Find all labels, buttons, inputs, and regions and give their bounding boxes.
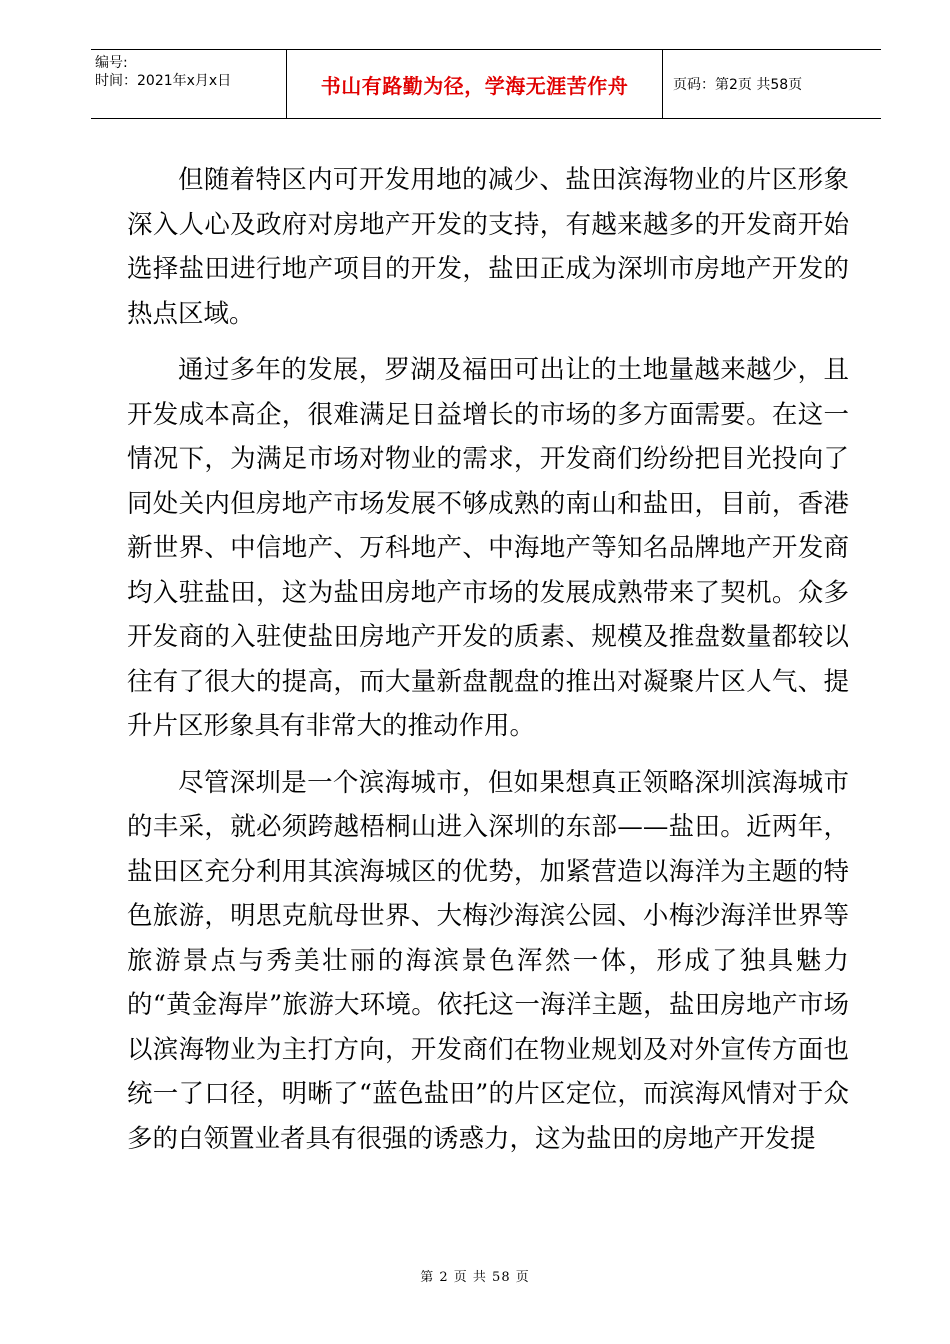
paragraph: 尽管深圳是一个滨海城市，但如果想真正领略深圳滨海城市的丰采，就必须跨越梧桐山进入深圳的东部——盐田。近两年，盐田区充分利用其滨海城区的优势，加紧营造以海洋为主题的特色旅游，明思克航母世界、大梅沙海滨公园、小梅沙海洋世界等旅游景点与秀美壮丽的海滨景色浑然一体，形成了独具魅力的“黄金海岸”旅游大环境。依托这一海洋主题，盐田房地产市场以滨海物业为主打方向，开发商们在物业规划及对外宣传方面也统一了口径，明晰了“蓝色盐田”的片区定位，而滨海风情对于众多的白领置业者具有很强的诱惑力，这为盐田的房地产开发提 <box>127 767 849 1154</box>
header-motto: 书山有路勤为径，学海无涯苦作舟 <box>287 50 663 118</box>
document-body <box>127 158 849 1173</box>
page-header <box>91 49 881 119</box>
paragraph: 通过多年的发展，罗湖及福田可出让的土地量越来越少，且开发成本高企，很难满足日益增长的市场的多方面需要。在这一情况下，为满足市场对物业的需求，开发商们纷纷把目光投向了同处关内但房地产市场发展不够成熟的南山和盐田，目前，香港新世界、中信地产、万科地产、中海地产等知名品牌地产开发商均入驻盐田，这为盐田房地产市场的发展成熟带来了契机。众多开发商的入驻使盐田房地产开发的质素、规模及推盘数量都较以往有了很大的提高，而大量新盘靓盘的推出对凝聚片区人气、提升片区形象具有非常大的推动作用。 <box>127 355 849 741</box>
time-label: 时间：2021年x月x日 <box>95 73 232 89</box>
paragraph: 但随着特区内可开发用地的减少、盐田滨海物业的片区形象深入人心及政府对房地产开发的支持，有越来越多的开发商开始选择盐田进行地产项目的开发，盐田正成为深圳市房地产开发的热点区域。 <box>127 165 849 329</box>
header-page-info: 页码：第2页 共58页 <box>673 77 803 93</box>
serial-number-label: 编号: <box>95 55 128 71</box>
page-footer: 第 2 页 共 58 页 <box>420 1270 530 1285</box>
header-meta <box>91 50 287 118</box>
